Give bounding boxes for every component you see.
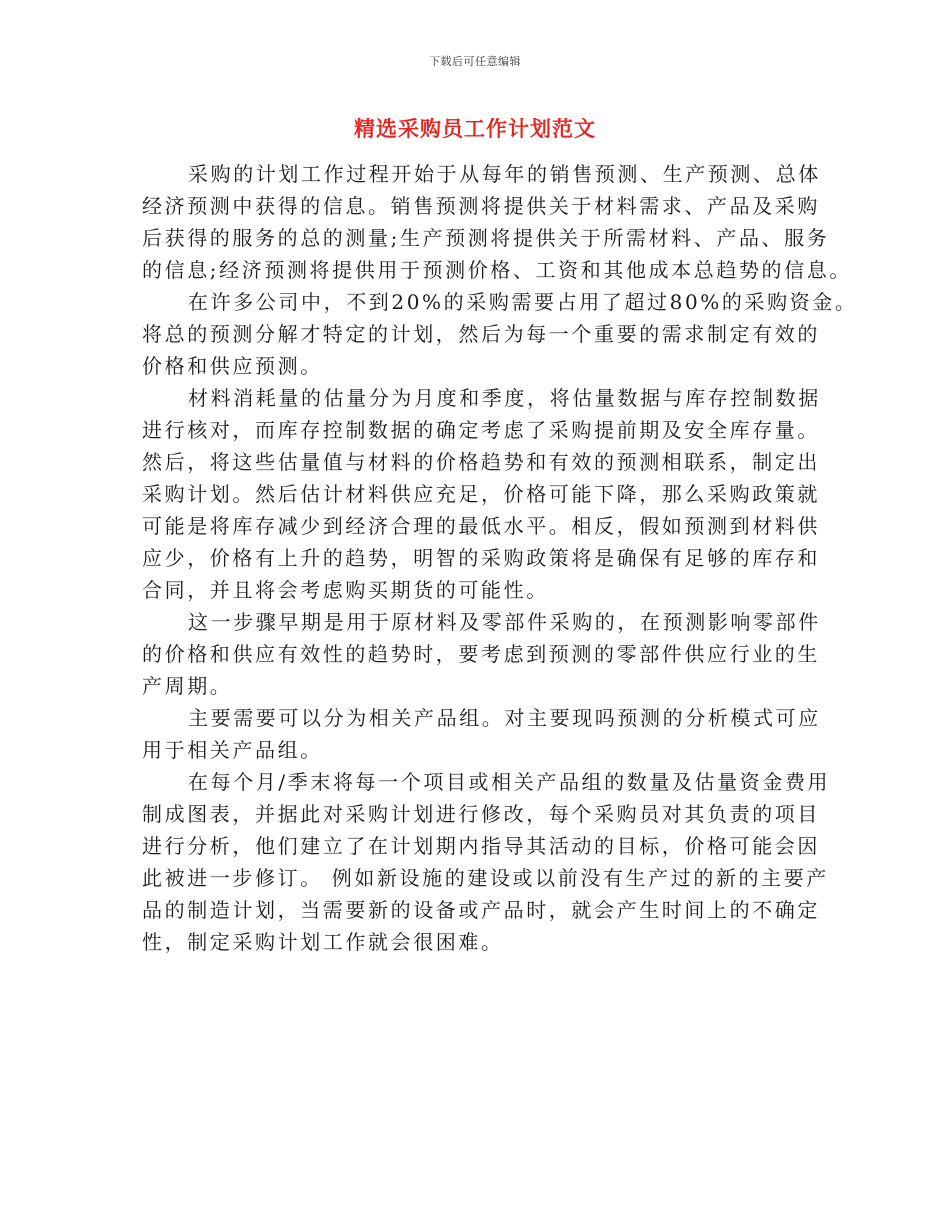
paragraph-1 xyxy=(142,158,852,286)
text-line: 用于相关产品组。 xyxy=(142,738,323,762)
text-line: 性，制定采购计划工作就会很困难。 xyxy=(142,930,504,954)
text-line: 进行核对，而库存控制数据的确定考虑了采购提前期及安全库存量。 xyxy=(142,418,820,442)
text-line: 在许多公司中，不到20%的采购需要占用了超过80%的采购资金。 xyxy=(188,290,858,314)
text-line: 价格和供应预测。 xyxy=(142,354,323,378)
text-line: 在每个月/季末将每一个项目或相关产品组的数量及估量资金费用 xyxy=(188,770,831,794)
text-line: 然后，将这些估量值与材料的价格趋势和有效的预测相联系，制定出 xyxy=(142,450,820,474)
text-line: 的信息;经济预测将提供用于预测价格、工资和其他成本总趋势的信息。 xyxy=(142,258,852,282)
paragraph-6 xyxy=(142,766,831,958)
document-body xyxy=(142,158,858,958)
header-note: 下载后可任意编辑 xyxy=(429,55,521,68)
text-line: 主要需要可以分为相关产品组。对主要现吗预测的分析模式可应 xyxy=(188,706,821,730)
text-line: 经济预测中获得的信息。销售预测将提供关于材料需求、产品及采购 xyxy=(142,194,820,218)
text-line: 后获得的服务的总的测量;生产预测将提供关于所需材料、产品、服务 xyxy=(142,226,830,250)
text-line: 进行分析，他们建立了在计划期内指导其活动的目标，价格可能会因 xyxy=(142,834,820,858)
text-line: 此被进一步修订。 例如新设施的建设或以前没有生产过的新的主要产 xyxy=(142,866,829,890)
text-line: 材料消耗量的估量分为月度和季度，将估量数据与库存控制数据 xyxy=(188,386,821,410)
text-line: 品的制造计划，当需要新的设备或产品时，就会产生时间上的不确定 xyxy=(142,898,820,922)
paragraph-5 xyxy=(142,702,821,766)
paragraph-2 xyxy=(142,286,858,382)
text-line: 采购的计划工作过程开始于从每年的销售预测、生产预测、总体 xyxy=(188,162,821,186)
paragraph-3 xyxy=(142,382,821,606)
text-line: 将总的预测分解才特定的计划，然后为每一个重要的需求制定有效的 xyxy=(142,322,820,346)
text-line: 这一步骤早期是用于原材料及零部件采购的，在预测影响零部件 xyxy=(188,610,821,634)
text-line: 产周期。 xyxy=(142,674,233,698)
paragraph-4 xyxy=(142,606,821,702)
text-line: 采购计划。然后估计材料供应充足，价格可能下降，那么采购政策就 xyxy=(142,482,820,506)
text-line: 制成图表，并据此对采购计划进行修改，每个采购员对其负责的项目 xyxy=(142,802,820,826)
text-line: 应少，价格有上升的趋势，明智的采购政策将是确保有足够的库存和 xyxy=(142,546,820,570)
text-line: 合同，并且将会考虑购买期货的可能性。 xyxy=(142,578,549,602)
text-line: 可能是将库存减少到经济合理的最低水平。相反，假如预测到材料供 xyxy=(142,514,820,538)
document-title: 精选采购员工作计划范文 xyxy=(354,117,596,141)
text-line: 的价格和供应有效性的趋势时，要考虑到预测的零部件供应行业的生 xyxy=(142,642,820,666)
